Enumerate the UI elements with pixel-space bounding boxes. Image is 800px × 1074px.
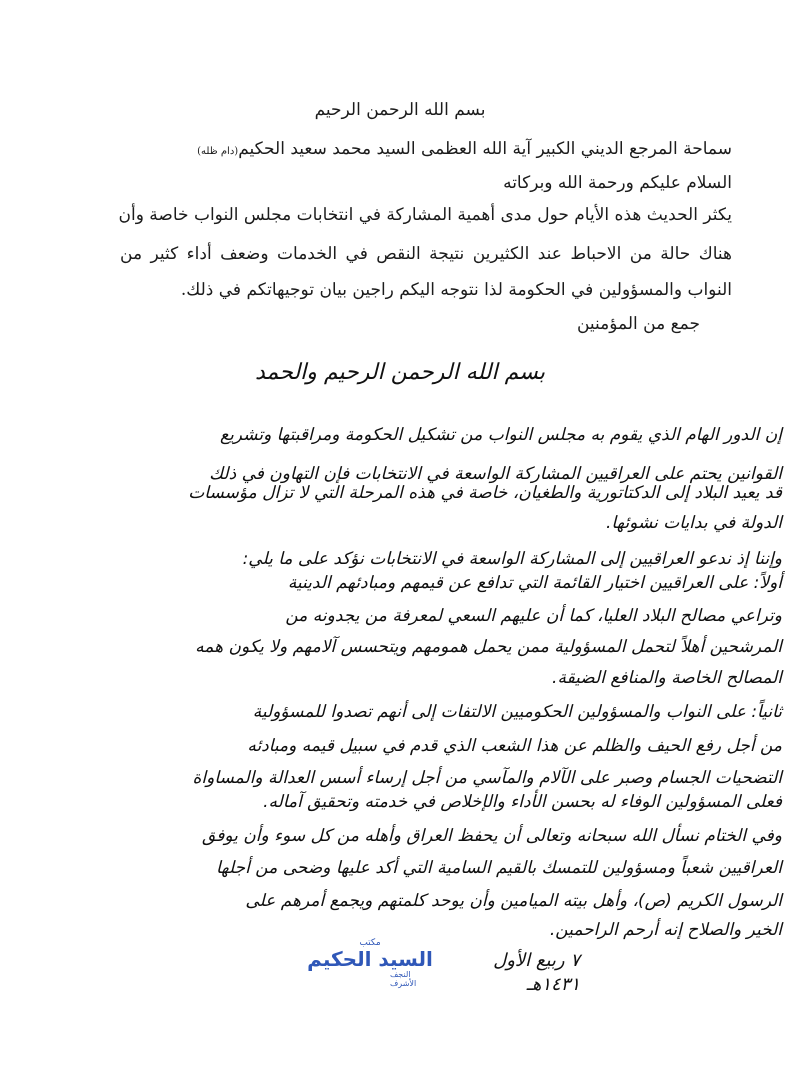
- answer-line-11: من أجل رفع الحيف والظلم عن هذا الشعب الذي قدم في سبيل قيمه ومبادئه: [247, 736, 782, 756]
- question-signature: جمع من المؤمنين: [576, 314, 700, 334]
- answer-line-5: وإننا إذ ندعو العراقيين إلى المشاركة الواسعة في الانتخابات نؤكد على ما يلي:: [242, 549, 782, 569]
- seal-line-3: النجف الأشرف: [390, 970, 417, 988]
- answer-line-3: قد يعيد البلاد إلى الدكتاتورية والطغيان، خاصة في هذه المرحلة التي لا تزال مؤسسات: [188, 483, 782, 503]
- answer-line-1: إن الدور الهام الذي يقوم به مجلس النواب من تشكيل الحكومة ومراقبتها وتشريع: [220, 425, 782, 445]
- answer-line-15: العراقيين شعباً ومسؤولين للتمسك بالقيم السامية التي أكد عليها وضحى من أجلها: [215, 858, 782, 878]
- answer-line-9: المصالح الخاصة والمنافع الضيقة.: [552, 668, 782, 688]
- answer-line-14: وفي الختام نسأل الله سبحانه وتعالى أن يحفظ العراق وأهله من كل سوء وأن يوفق: [202, 826, 782, 846]
- addressee-suffix: (دام ظله): [197, 146, 239, 157]
- answer-line-10: ثانياً: على النواب والمسؤولين الحكوميين الالتفات إلى أنهم تصدوا للمسؤولية: [252, 702, 782, 722]
- question-line-2: هناك حالة من الاحباط عند الكثيرين نتيجة النقص في الخدمات وضعف أداء كثير من: [120, 244, 732, 264]
- typed-basmala: بسم الله الرحمن الرحيم: [314, 100, 486, 120]
- answer-line-8: المرشحين أهلاً لتحمل المسؤولية ممن يحمل همومهم ويتحسس آلامهم ولا يكون همه: [195, 637, 782, 657]
- answer-line-13: فعلى المسؤولين الوفاء له بحسن الأداء والإخلاص في خدمته وتحقيق آماله.: [263, 792, 782, 812]
- seal-line-2: السيد الحكيم: [307, 947, 433, 971]
- addressee-line: [120, 139, 732, 159]
- answer-line-12: التضحيات الجسام وصبر على الآلام والمآسي من أجل إرساء أسس العدالة والمساواة: [192, 768, 782, 788]
- seal-line-1: مكتب: [359, 938, 381, 948]
- greeting-line: السلام عليكم ورحمة الله وبركاته: [503, 173, 732, 193]
- date-day-month: ٧ ربيع الأول: [493, 950, 580, 971]
- answer-line-7: وتراعي مصالح البلاد العليا، كما أن عليهم السعي لمعرفة من يجدونه من: [285, 606, 782, 626]
- answer-line-2: القوانين يحتم على العراقيين المشاركة الواسعة في الانتخابات فإن التهاون في ذلك: [209, 464, 782, 484]
- answer-line-6: أولاً: على العراقيين اختيار القائمة التي تدافع عن قيمهم ومبادئهم الدينية: [287, 573, 782, 593]
- addressee-text: سماحة المرجع الديني الكبير آية الله العظمى السيد محمد سعيد الحكيم: [238, 139, 732, 159]
- handwritten-basmala: بسم الله الرحمن الرحيم والحمد: [254, 360, 546, 385]
- answer-line-17: الخير والصلاح إنه أرحم الراحمين.: [549, 920, 782, 940]
- office-seal-stamp: [306, 938, 434, 988]
- answer-line-4: الدولة في بدايات نشوئها.: [606, 513, 782, 533]
- date-year: ١٤٣١هـ: [526, 974, 580, 995]
- question-line-1: يكثر الحديث هذه الأيام حول مدى أهمية المشاركة في انتخابات مجلس النواب خاصة وأن: [118, 205, 732, 225]
- answer-line-16: الرسول الكريم (ص)، وأهل بيته الميامين وأن يوحد كلمتهم ويجمع أمرهم على: [245, 891, 782, 911]
- question-line-3: النواب والمسؤولين في الحكومة لذا نتوجه اليكم راجين بيان توجيهاتكم في ذلك.: [180, 280, 732, 300]
